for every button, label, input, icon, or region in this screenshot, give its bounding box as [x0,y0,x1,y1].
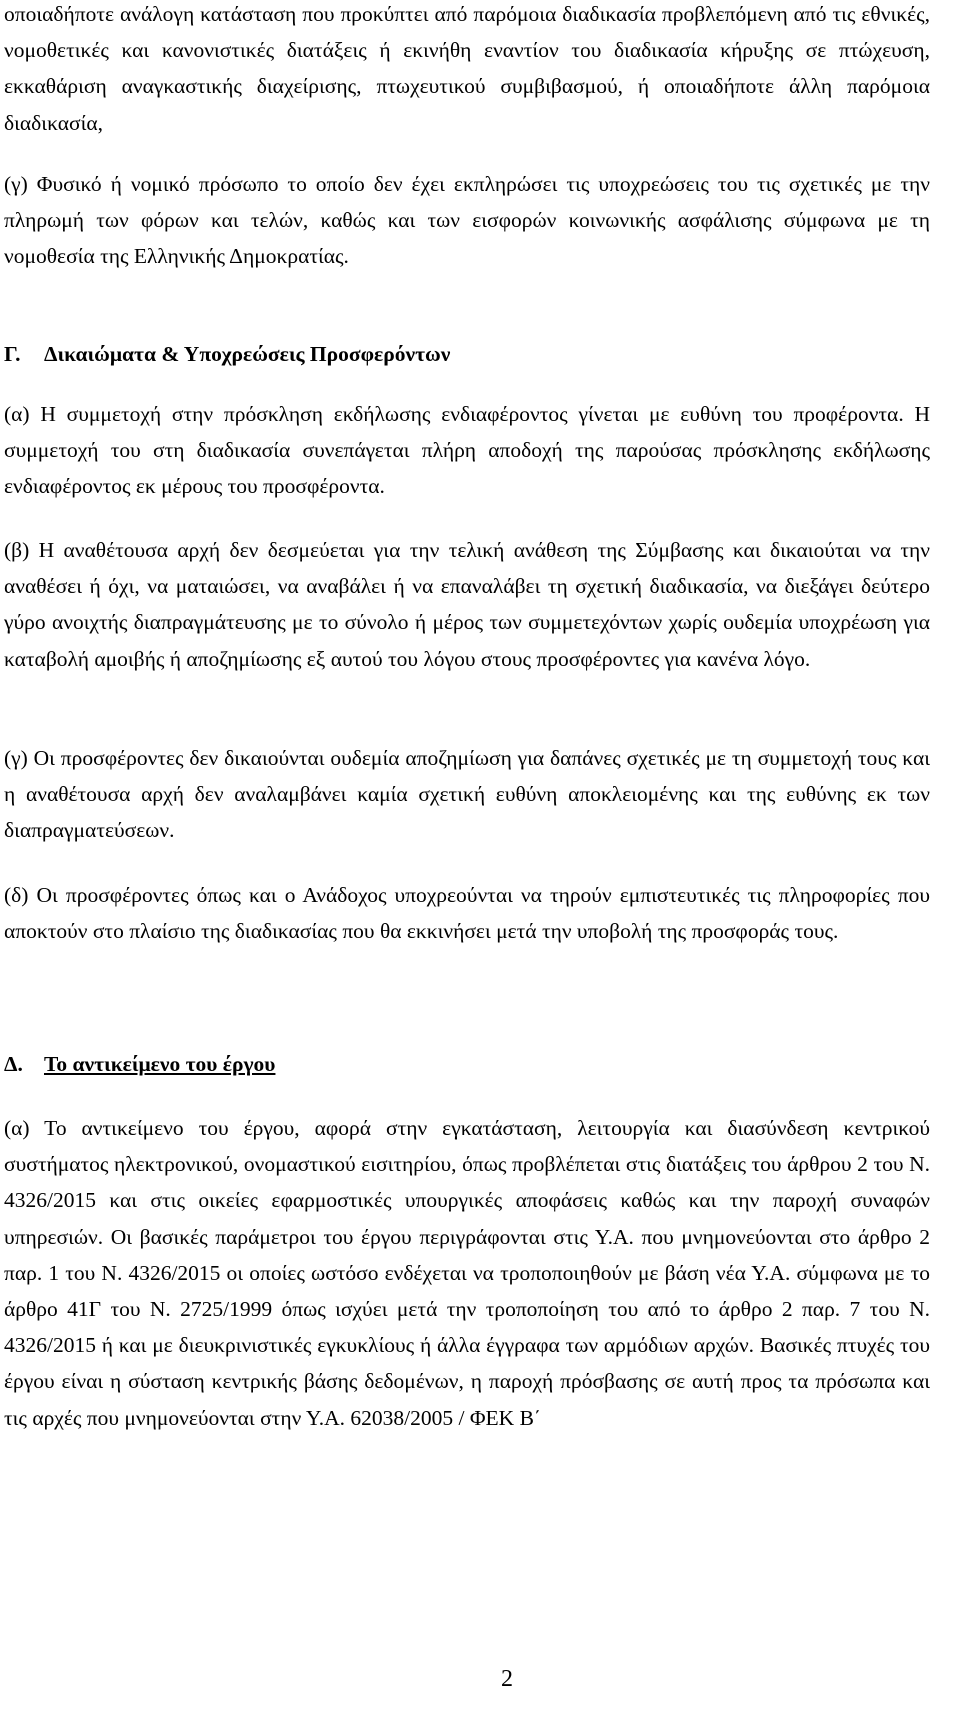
section-heading-gamma [4,336,450,372]
page-number: 2 [501,1666,513,1692]
paragraph-no-compensation: (γ) Οι προσφέροντες δεν δικαιούνται ουδεμία αποζημίωση για δαπάνες σχετικές με τη συμμετοχή τους και η αναθέτουσα αρχή δεν αναλαμβάνει καμία σχετική ευθύνη αποκλειομένης και της ευθύνης εκ των διαπραγματεύσεων. [4,746,930,843]
paragraph-authority-rights: (β) Η αναθέτουσα αρχή δεν δεσμεύεται για την τελική ανάθεση της Σύμβασης και δικαιούται να την αναθέσει ή όχι, να ματαιώσει, να αναβάλει ή να επαναλάβει τη σχετική διαδικασία, να διεξάγει δεύτερο γύρο ανοιχτής διαπραγμάτευσης με το σύνολο ή μέρος των συμμετεχόντων χωρίς ουδεμία υποχρέωση για καταβολή αμοιβής ή αποζημίωσης εξ αυτού του λόγου στους προσφέροντες για κανένα λόγο. [4,538,930,671]
paragraph-participation: (α) Η συμμετοχή στην πρόσκληση εκδήλωσης ενδιαφέροντος γίνεται με ευθύνη του προφέροντα. Η συμμετοχή του στη διαδικασία συνεπάγεται πλήρη αποδοχή της παρούσας πρόσκλησης εκδήλωσης ενδιαφέροντος εκ μέρους του προσφέροντα. [4,402,930,499]
paragraph-project-scope: (α) Το αντικείμενο του έργου, αφορά στην εγκατάσταση, λειτουργία και διασύνδεση κεντρικού συστήματος ηλεκτρονικού, ονομαστικού εισιτηρίου, όπως προβλέπεται στις διατάξεις του άρθρου 2 του Ν. 4326/2015 και στις οικείες εφαρμοστικές υπουργικές αποφάσεις καθώς και την παροχή συναφών υπηρεσιών. Οι βασικές παράμετροι του έργου περιγράφονται στις Υ.Α. που μνημονεύονται στο άρθρο 2 παρ. 1 του Ν. 4326/2015 οι οποίες ωστόσο ενδέχεται να τροποποιηθούν με βάση νέα Υ.Α. σύμφωνα με το άρθρο 41Γ του Ν. 2725/1999 όπως ισχύει μετά την τροποποίηση του από το άρθρο 2 παρ. 7 του Ν. 4326/2015 ή και με διευκρινιστικές εγκυκλίους ή άλλα έγγραφα των αρμόδιων αρχών. Βασικές πτυχές του έργου είναι η σύσταση κεντρικής βάσης δεδομένων, η παροχή πρόσβασης σε αυτή προς τα πρόσωπα και τις αρχές που μνημονεύονται στην Υ.Α. 62038/2005 / ΦΕΚ Β΄ [4,1116,930,1430]
section-number: Γ. [4,342,21,366]
paragraph-insolvency-clause: οποιαδήποτε ανάλογη κατάσταση που προκύπτει από παρόμοια διαδικασία προβλεπόμενη από τις εθνικές, νομοθετικές και κανονιστικές διατάξεις ή εκινήθη εναντίον του διαδικασία κήρυξης σε πτώχευση, εκκαθάριση αναγκαστικής διαχείρισης, πτωχευτικού συμβιβασμού, ή οποιαδήποτε άλλη παρόμοια διαδικασία, [4,2,930,135]
section-heading-delta [4,1046,275,1082]
section-title: Δικαιώματα & Υποχρεώσεις Προσφερόντων [44,342,451,366]
section-title: Το αντικείμενο του έργου [44,1052,276,1076]
paragraph-tax-obligations: (γ) Φυσικό ή νομικό πρόσωπο το οποίο δεν έχει εκπληρώσει τις υποχρεώσεις του τις σχετικές με την πληρωμή των φόρων και τελών, καθώς και των εισφορών κοινωνικής ασφάλισης σύμφωνα με τη νομοθεσία της Ελληνικής Δημοκρατίας. [4,172,930,269]
paragraph-confidentiality: (δ) Οι προσφέροντες όπως και ο Ανάδοχος υποχρεούνται να τηρούν εμπιστευτικές τις πληροφορίες που αποκτούν στο πλαίσιο της διαδικασίας που θα εκκινήσει μετά την υποβολή της προσφοράς τους. [4,883,930,944]
section-number: Δ. [4,1052,23,1076]
